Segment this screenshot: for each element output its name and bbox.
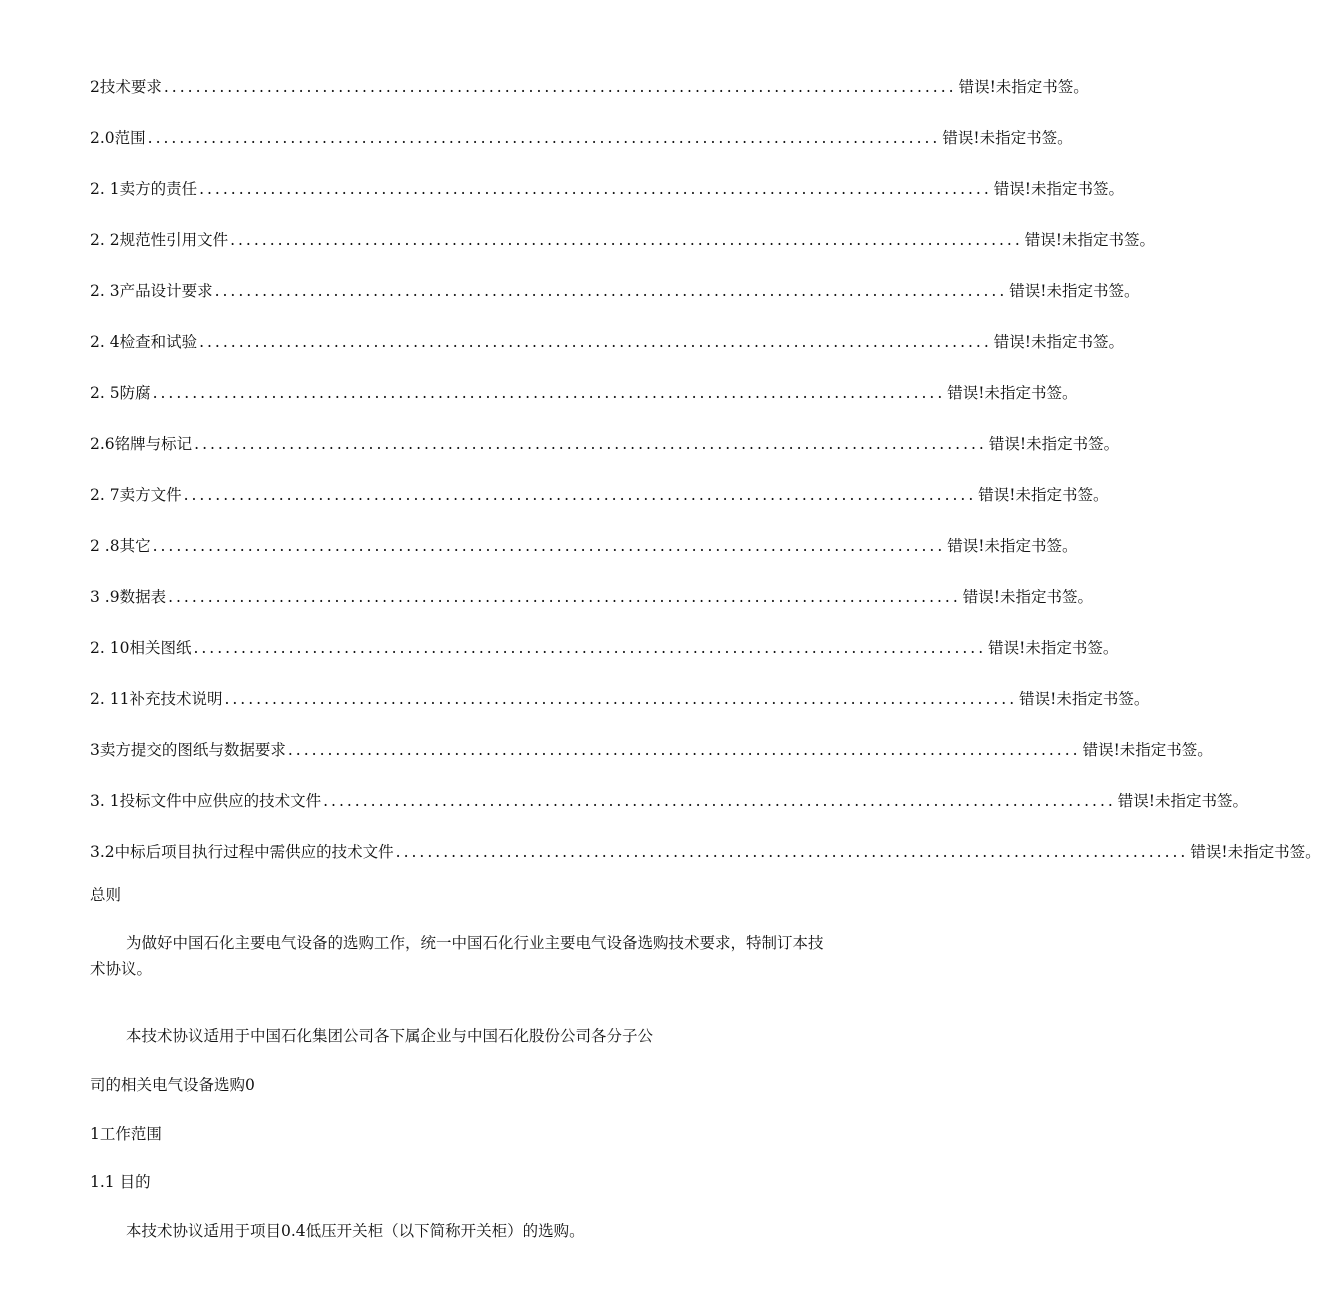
toc-entry-title: 2. 1卖方的责任 bbox=[90, 180, 198, 198]
toc-leader-dots: .................................................................................................... bbox=[168, 588, 961, 606]
paragraph-purpose: 为做好中国石化主要电气设备的选购工作，统一中国石化行业主要电气设备选购技术要求，特制订本技术协议。 bbox=[90, 934, 824, 978]
toc-entry-page: 错误!未指定书签。 bbox=[988, 639, 1119, 657]
toc-entry-title: 2. 5防腐 bbox=[90, 384, 151, 402]
toc-entry-title: 2. 7卖方文件 bbox=[90, 486, 182, 504]
toc-entry[interactable] bbox=[90, 480, 1109, 531]
toc-entry[interactable] bbox=[90, 735, 1213, 786]
toc-entry[interactable] bbox=[90, 225, 1156, 276]
toc-entry-page: 错误!未指定书签。 bbox=[1190, 843, 1321, 861]
toc-entry[interactable] bbox=[90, 378, 1078, 429]
toc-entry-title: 3卖方提交的图纸与数据要求 bbox=[90, 741, 286, 759]
toc-leader-dots: .................................................................................................... bbox=[194, 435, 987, 453]
table-of-contents bbox=[90, 72, 1321, 888]
toc-entry-page: 错误!未指定书签。 bbox=[1082, 741, 1213, 759]
toc-leader-dots: .................................................................................................... bbox=[183, 486, 977, 504]
toc-leader-dots: .................................................................................................... bbox=[287, 741, 1081, 759]
toc-leader-dots: .................................................................................................... bbox=[152, 384, 946, 402]
toc-entry-page: 错误!未指定书签。 bbox=[962, 588, 1094, 606]
toc-leader-dots: .................................................................................................... bbox=[323, 792, 1116, 810]
toc-leader-dots: .................................................................................................... bbox=[147, 129, 941, 147]
toc-leader-dots: .................................................................................................... bbox=[224, 690, 1018, 708]
toc-entry-title: 2. 2规范性引用文件 bbox=[90, 231, 229, 249]
toc-entry-title: 2技术要求 bbox=[90, 78, 162, 96]
toc-entry-page: 错误!未指定书签。 bbox=[993, 180, 1125, 198]
toc-entry-title: 2. 10相关图纸 bbox=[90, 639, 192, 657]
toc-entry-title: 2.0范围 bbox=[90, 129, 146, 147]
toc-leader-dots: .................................................................................................... bbox=[152, 537, 946, 555]
toc-entry-page: 错误!未指定书签。 bbox=[1009, 282, 1140, 300]
paragraph-scope-line1: 本技术协议适用于中国石化集团公司各下属企业与中国石化股份公司各分子公 bbox=[126, 1027, 654, 1045]
toc-entry[interactable] bbox=[90, 429, 1120, 480]
toc-entry[interactable] bbox=[90, 837, 1321, 888]
toc-entry[interactable] bbox=[90, 531, 1078, 582]
toc-entry[interactable] bbox=[90, 633, 1119, 684]
toc-entry-title: 3.2中标后项目执行过程中需供应的技术文件 bbox=[90, 843, 394, 861]
toc-leader-dots: .................................................................................................... bbox=[214, 282, 1008, 300]
toc-leader-dots: .................................................................................................... bbox=[395, 843, 1189, 861]
toc-leader-dots: .................................................................................................... bbox=[163, 78, 957, 96]
toc-leader-dots: .................................................................................................... bbox=[230, 231, 1023, 249]
toc-entry[interactable] bbox=[90, 327, 1125, 378]
paragraph-scope-line2: 司的相关电气设备选购0 bbox=[90, 1076, 255, 1094]
toc-leader-dots: .................................................................................................... bbox=[199, 333, 992, 351]
toc-entry-title: 3. 1投标文件中应供应的技术文件 bbox=[90, 792, 322, 810]
toc-entry-title: 2. 11补充技术说明 bbox=[90, 690, 223, 708]
toc-entry-title: 2. 4检查和试验 bbox=[90, 333, 198, 351]
toc-entry-page: 错误!未指定书签。 bbox=[1117, 792, 1249, 810]
toc-entry-page: 错误!未指定书签。 bbox=[993, 333, 1125, 351]
toc-entry-page: 错误!未指定书签。 bbox=[1024, 231, 1156, 249]
toc-entry[interactable] bbox=[90, 582, 1094, 633]
toc-entry[interactable] bbox=[90, 786, 1249, 837]
toc-entry-title: 2. 3产品设计要求 bbox=[90, 282, 213, 300]
toc-entry-title: 2 .8其它 bbox=[90, 537, 151, 555]
toc-entry[interactable] bbox=[90, 72, 1089, 123]
toc-entry-title: 2.6铭牌与标记 bbox=[90, 435, 193, 453]
toc-entry[interactable] bbox=[90, 174, 1125, 225]
toc-leader-dots: .................................................................................................... bbox=[199, 180, 992, 198]
toc-entry-page: 错误!未指定书签。 bbox=[1019, 690, 1150, 708]
toc-entry[interactable] bbox=[90, 684, 1150, 735]
toc-entry-title: 3 .9数据表 bbox=[90, 588, 167, 606]
toc-entry-page: 错误!未指定书签。 bbox=[947, 384, 1078, 402]
toc-entry[interactable] bbox=[90, 123, 1073, 174]
general-heading: 总则 bbox=[90, 886, 122, 904]
section-heading-purpose: 1.1 目的 bbox=[90, 1173, 151, 1191]
toc-leader-dots: .................................................................................................... bbox=[193, 639, 987, 657]
toc-entry-page: 错误!未指定书签。 bbox=[947, 537, 1078, 555]
toc-entry-page: 错误!未指定书签。 bbox=[958, 78, 1089, 96]
toc-entry-page: 错误!未指定书签。 bbox=[942, 129, 1073, 147]
section-heading-work-scope: 1工作范围 bbox=[90, 1125, 162, 1143]
paragraph-application: 本技术协议适用于项目0.4低压开关柜（以下简称开关柜）的选购。 bbox=[126, 1222, 585, 1240]
toc-entry[interactable] bbox=[90, 276, 1140, 327]
toc-entry-page: 错误!未指定书签。 bbox=[988, 435, 1120, 453]
toc-entry-page: 错误!未指定书签。 bbox=[978, 486, 1109, 504]
